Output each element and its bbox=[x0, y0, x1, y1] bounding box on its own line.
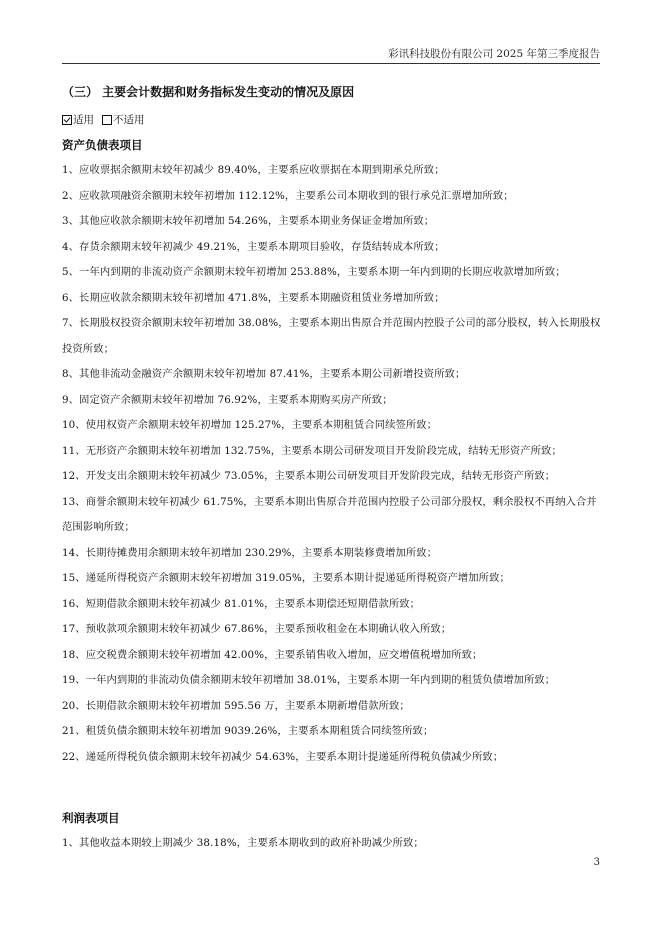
list-item: 12、开发支出余额期末较年初减少 73.05%，主要系本期公司研发项目开发阶段完成，结转无形资产所致； bbox=[62, 470, 556, 482]
list-item: 22、递延所得税负债余额期末较年初减少 54.63%，主要系本期计提递延所得税负债减少所致； bbox=[62, 750, 504, 763]
list-item: 17、预收款项余额期末较年初减少 67.86%，主要系预收租金在本期确认收入所致； bbox=[62, 623, 452, 635]
applicability-options bbox=[62, 112, 145, 127]
balance-sheet-list bbox=[62, 158, 602, 770]
balance-sheet-title: 资产负债表项目 bbox=[62, 138, 143, 152]
list-item: 7、长期股权投资余额期末较年初增加 38.08%，主要系本期出售原合并范围内控股子公司的部分股权，转入长期股权投资所致； bbox=[62, 317, 601, 355]
income-statement-list bbox=[62, 831, 602, 857]
section-title: （三） 主要会计数据和财务指标发生变动的情况及原因 bbox=[62, 85, 355, 99]
list-item: 14、长期待摊费用余额期末较年初增加 230.29%，主要系本期装修费增加所致； bbox=[62, 546, 438, 559]
checked-box-icon bbox=[62, 115, 72, 125]
not-applicable-label: 不适用 bbox=[113, 114, 145, 126]
list-item: 8、其他非流动金融资产余额期末较年初增加 87.41%，主要系本期公司新增投资所致； bbox=[62, 368, 466, 380]
list-item: 11、无形资产余额期末较年初增加 132.75%，主要系本期公司研发项目开发阶段完成，结转无形资产所致； bbox=[62, 444, 562, 457]
page-number: 3 bbox=[593, 857, 600, 868]
list-item: 13、商誉余额期末较年初减少 61.75%，主要系本期出售原合并范围内控股子公司部分股权，剩余股权不再纳入合并范围影响所致； bbox=[62, 495, 597, 533]
list-item: 21、租赁负债余额期末较年初增加 9039.26%，主要系本期租赁合同续签所致； bbox=[62, 725, 434, 737]
list-item: 20、长期借款余额期末较年初增加 595.56 万，主要系本期新增借款所致； bbox=[62, 699, 410, 712]
list-item: 16、短期借款余额期末较年初减少 81.01%，主要系本期偿还短期借款所致； bbox=[62, 597, 421, 610]
list-item: 1、其他收益本期较上期减少 38.18%，主要系本期收到的政府补助减少所致； bbox=[62, 837, 424, 849]
list-item: 19、一年内到期的非流动负债余额期末较年初增加 38.01%，主要系本期一年内到期的租赁负债增加所致； bbox=[62, 674, 556, 686]
list-item: 4、存货余额期末较年初减少 49.21%，主要系本期项目验收，存货结转成本所致； bbox=[62, 240, 445, 253]
list-item: 5、一年内到期的非流动资产余额期末较年初增加 253.88%，主要系本期一年内到期的长期应收款增加所致； bbox=[62, 266, 566, 278]
list-item: 6、长期应收款余额期末较年初增加 471.8%，主要系本期融资租赁业务增加所致； bbox=[62, 291, 445, 304]
list-item: 2、应收款项融资余额期末较年初增加 112.12%，主要系公司本期收到的银行承兑汇票增加所致； bbox=[62, 189, 514, 202]
report-header: 彩讯科技股份有限公司 2025 年第三季度报告 bbox=[388, 48, 600, 60]
list-item: 3、其他应收款余额期末较年初增加 54.26%，主要系本期业务保证金增加所致； bbox=[62, 215, 435, 227]
list-item: 10、使用权资产余额期末较年初增加 125.27%，主要系本期租赁合同续签所致； bbox=[62, 419, 438, 431]
list-item: 15、递延所得税资产余额期末较年初增加 319.05%，主要系本期计提递延所得税资产增加所致； bbox=[62, 572, 510, 584]
income-statement-title: 利润表项目 bbox=[62, 811, 120, 825]
list-item: 18、应交税费余额期末较年初增加 42.00%，主要系销售收入增加，应交增值税增加所致； bbox=[62, 648, 483, 661]
header-divider bbox=[62, 63, 600, 64]
list-item: 1、应收票据余额期末较年初减少 89.40%，主要系应收票据在本期到期承兑所致； bbox=[62, 164, 445, 176]
applicable-label: 适用 bbox=[73, 114, 94, 126]
list-item: 9、固定资产余额期末较年初增加 76.92%，主要系本期购买房产所致； bbox=[62, 393, 393, 406]
unchecked-box-icon bbox=[102, 115, 112, 125]
